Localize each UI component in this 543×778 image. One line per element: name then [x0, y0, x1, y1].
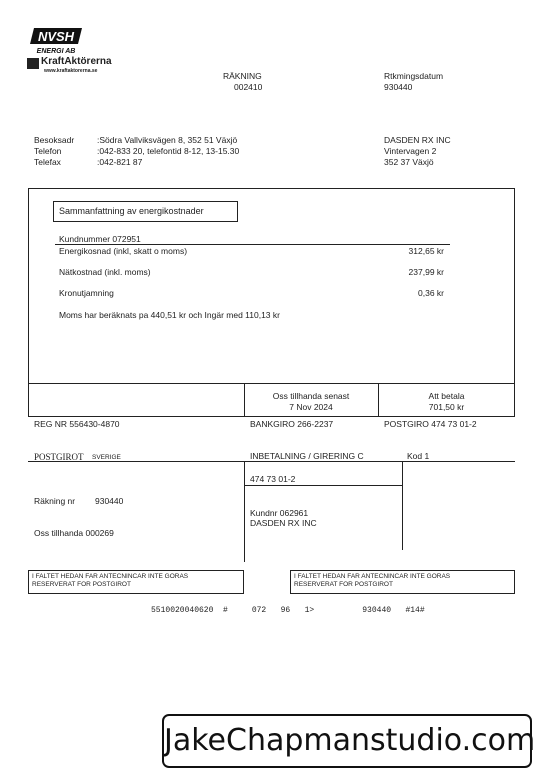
ocr-line: 5510020040620 # 072 96 1> 930440 #14# [151, 606, 425, 615]
slip-due-text: Oss tillhanda 000269 [34, 528, 114, 538]
sender-label-address: Besoksadr [34, 135, 75, 145]
postgiro: POSTGIRO 474 73 01-2 [384, 419, 477, 429]
kraft-url: www.kraftaktorerna.se [44, 68, 98, 74]
pay-label: Att betala [428, 391, 465, 401]
kraft-name: KraftAktörerna [41, 56, 112, 67]
sender-value-phone: :042-833 20, telefontid 8-12, 13-15.30 [97, 146, 240, 156]
kraft-logo-icon [27, 58, 39, 69]
due-date: 7 Nov 2024 [289, 402, 333, 412]
slip-top-line [28, 461, 515, 462]
sender-label-fax: Telefax [34, 157, 61, 167]
summary-title: Sammanfattning av energikostnader [59, 206, 204, 216]
slip-customer-name: DASDEN RX INC [250, 518, 317, 528]
watermark: JakeChapmanstudio.com [162, 714, 532, 768]
slip-account: 474 73 01-2 [250, 474, 296, 484]
item-grid-amount: 237,99 kr [408, 267, 444, 277]
slip-invoice-label: Räkning nr [34, 496, 76, 506]
recipient-city: 352 37 Växjö [384, 157, 434, 167]
slip-brand: POSTGIROT [34, 452, 84, 462]
brand-text: NVSH [37, 29, 75, 44]
slip-code: Kod 1 [407, 451, 430, 461]
due-label: Oss tillhanda senast [272, 391, 350, 401]
slip-brand-country: SVERIGE [92, 454, 121, 461]
sender-label-phone: Telefon [34, 146, 62, 156]
date-value: 930440 [384, 82, 413, 92]
invoice-number: 002410 [234, 82, 263, 92]
reserved-right-line1: I FALTET HEDAN FAR ANTECNINCAR INTE GORAS [294, 573, 451, 580]
slip-account-line [244, 485, 402, 486]
slip-payment-type: INBETALNING / GIRERING C [250, 451, 364, 461]
sender-value-address: :Södra Vallviksvägen 8, 352 51 Växjö [97, 135, 238, 145]
reserved-left-line1: I FALTET HEDAN FAR ANTECNINCAR INTE GORAS [32, 573, 189, 580]
slip-customer-number: Kundnr 062961 [250, 508, 309, 518]
slip-vline-left [244, 461, 245, 562]
slip-vline-right [402, 461, 403, 550]
invoice-label: RÄKNING [223, 71, 262, 81]
reserved-right-line2: RESERVERAT FOR POSTGIROT [294, 581, 393, 588]
item-rounding-label: Kronutjamning [59, 288, 114, 298]
item-energy-label: Energikosnad (inkl, skatt o moms) [59, 246, 188, 256]
item-rounding-amount: 0,36 kr [418, 288, 444, 298]
reg-number: REG NR 556430-4870 [34, 419, 120, 429]
sender-value-fax: :042-821 87 [97, 157, 143, 167]
reserved-left-line2: RESERVERAT FOR POSTGIROT [32, 581, 131, 588]
vat-note: Moms har beräknats pa 440,51 kr och Ingär med 110,13 kr [59, 310, 280, 320]
recipient-street: Vintervagen 2 [384, 146, 437, 156]
nvsh-logo [30, 26, 84, 56]
brand-sub-text: ENERGI AB [36, 48, 76, 55]
payment-row-divider [28, 383, 515, 384]
pay-amount: 701,50 kr [428, 402, 465, 412]
recipient-name: DASDEN RX INC [384, 135, 451, 145]
bankgiro: BANKGIRO 266-2237 [250, 419, 334, 429]
slip-invoice-number: 930440 [95, 496, 124, 506]
customer-number: Kundnummer 072951 [59, 234, 141, 244]
item-energy-amount: 312,65 kr [408, 246, 444, 256]
summary-divider [55, 244, 450, 245]
item-grid-label: Nätkostnad (inkl. moms) [59, 267, 151, 277]
date-label: Rtkmingsdatum [384, 71, 444, 81]
